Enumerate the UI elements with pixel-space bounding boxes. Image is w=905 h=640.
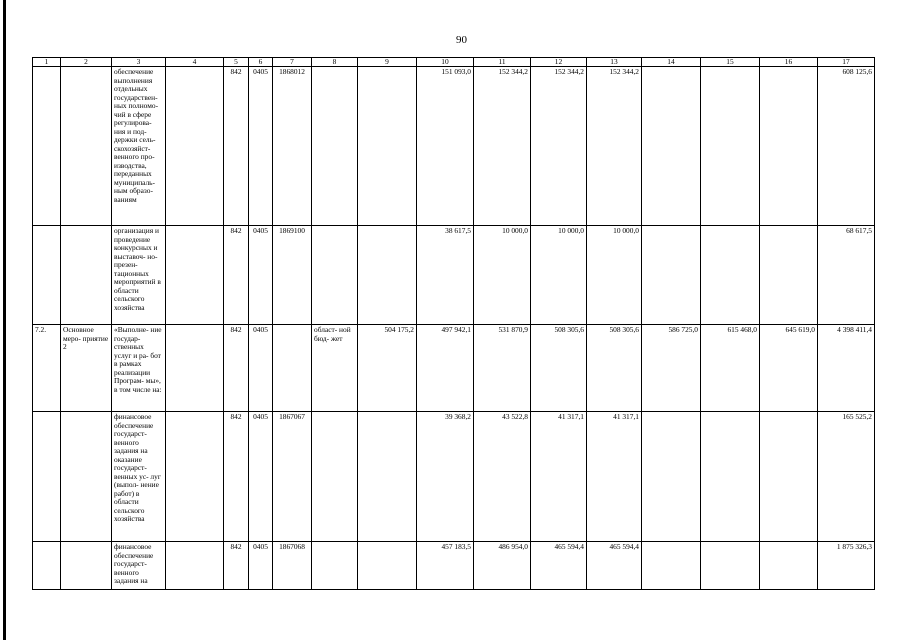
table-cell-col-1	[33, 542, 61, 590]
table-cell-col-4	[166, 226, 224, 325]
table-cell-col-6: 0405	[249, 325, 273, 412]
table-cell-col-16	[760, 226, 818, 325]
table-cell-col-17: 608 125,6	[818, 67, 875, 226]
table-cell-col-12: 10 000,0	[531, 226, 587, 325]
table-cell-col-14: 586 725,0	[642, 325, 701, 412]
table-cell-col-15	[701, 542, 760, 590]
header-cell: 6	[249, 58, 273, 67]
table-cell-col-13: 508 305,6	[587, 325, 642, 412]
table-cell-col-6: 0405	[249, 226, 273, 325]
table-cell-col-9	[358, 67, 417, 226]
table-cell-col-14	[642, 542, 701, 590]
table-cell-col-16	[760, 412, 818, 542]
table-cell-col-15: 615 468,0	[701, 325, 760, 412]
table-cell-col-12: 41 317,1	[531, 412, 587, 542]
table-cell-col-4	[166, 325, 224, 412]
table-cell-col-6: 0405	[249, 67, 273, 226]
table-cell-col-10: 38 617,5	[417, 226, 474, 325]
table-cell-col-13: 152 344,2	[587, 67, 642, 226]
budget-table	[32, 57, 875, 590]
table-cell-col-2	[61, 412, 112, 542]
table-cell-col-7: 1867068	[273, 542, 312, 590]
table-cell-col-3: финансовое обеспечение государст- венного задания на	[112, 542, 166, 590]
table-row	[33, 412, 875, 542]
table-cell-col-17: 1 875 326,3	[818, 542, 875, 590]
table-cell-col-16: 645 619,0	[760, 325, 818, 412]
table-cell-col-5: 842	[224, 226, 249, 325]
table-cell-col-9	[358, 542, 417, 590]
table-cell-col-16	[760, 542, 818, 590]
table-cell-col-11: 152 344,2	[474, 67, 531, 226]
table-cell-col-9	[358, 226, 417, 325]
table-cell-col-6: 0405	[249, 412, 273, 542]
table-cell-col-17: 68 617,5	[818, 226, 875, 325]
table-cell-col-11: 10 000,0	[474, 226, 531, 325]
table-row	[33, 325, 875, 412]
table-cell-col-10: 457 183,5	[417, 542, 474, 590]
table-cell-col-1	[33, 67, 61, 226]
header-cell: 13	[587, 58, 642, 67]
table-row	[33, 226, 875, 325]
table-cell-col-12: 508 305,6	[531, 325, 587, 412]
table-cell-col-8	[312, 67, 358, 226]
table-cell-col-5: 842	[224, 412, 249, 542]
page-number: 90	[456, 34, 467, 46]
table-cell-col-14	[642, 67, 701, 226]
table-cell-col-1	[33, 226, 61, 325]
table-cell-col-3: финансовое обеспечение государст- венного задания на оказание государст- венных ус- луг (выпол- нение работ) в области сельского хозяйства	[112, 412, 166, 542]
table-cell-col-11: 486 954,0	[474, 542, 531, 590]
table-cell-col-5: 842	[224, 67, 249, 226]
table-cell-col-1: 7.2.	[33, 325, 61, 412]
table-cell-col-15	[701, 67, 760, 226]
table-cell-col-4	[166, 542, 224, 590]
table-cell-col-13: 10 000,0	[587, 226, 642, 325]
header-cell: 14	[642, 58, 701, 67]
table-cell-col-10: 39 368,2	[417, 412, 474, 542]
header-cell: 1	[33, 58, 61, 67]
table-row	[33, 67, 875, 226]
table-cell-col-12: 465 594,4	[531, 542, 587, 590]
header-cell: 2	[61, 58, 112, 67]
header-cell: 12	[531, 58, 587, 67]
header-cell: 16	[760, 58, 818, 67]
table-cell-col-8	[312, 542, 358, 590]
table-cell-col-8	[312, 226, 358, 325]
table-cell-col-12: 152 344,2	[531, 67, 587, 226]
table-header-row	[33, 58, 875, 67]
table-cell-col-5: 842	[224, 542, 249, 590]
table-cell-col-6: 0405	[249, 542, 273, 590]
table-cell-col-15	[701, 412, 760, 542]
table-cell-col-4	[166, 412, 224, 542]
header-cell: 15	[701, 58, 760, 67]
table-cell-col-1	[33, 412, 61, 542]
table-cell-col-7	[273, 325, 312, 412]
table-cell-col-5: 842	[224, 325, 249, 412]
table-cell-col-3: организация и проведение конкурсных и выставоч- но-презен- тационных мероприятий в области сельского хозяйства	[112, 226, 166, 325]
table-cell-col-16	[760, 67, 818, 226]
table-cell-col-10: 497 942,1	[417, 325, 474, 412]
header-cell: 5	[224, 58, 249, 67]
table-cell-col-14	[642, 226, 701, 325]
header-cell: 10	[417, 58, 474, 67]
table-cell-col-3: обеспечение выполнения отдельных государствен- ных полномо- чий в сфере регулирова- ния и под- держки сель- скохозяйст- венного про- изводства, переданных муниципаль- ным образо- ваниям	[112, 67, 166, 226]
header-cell: 7	[273, 58, 312, 67]
table-cell-col-4	[166, 67, 224, 226]
header-cell: 9	[358, 58, 417, 67]
table-cell-col-3: «Выполне- ние государ- ственных услуг и ра- бот в рамках реализации Програм- мы», в том числе на:	[112, 325, 166, 412]
table-cell-col-9	[358, 412, 417, 542]
header-cell: 11	[474, 58, 531, 67]
table-cell-col-2	[61, 67, 112, 226]
table-cell-col-2	[61, 542, 112, 590]
table-cell-col-17: 165 525,2	[818, 412, 875, 542]
table-cell-col-14	[642, 412, 701, 542]
table-cell-col-17: 4 398 411,4	[818, 325, 875, 412]
table-cell-col-8	[312, 412, 358, 542]
table-cell-col-7: 1868012	[273, 67, 312, 226]
page-edge-bar	[3, 0, 6, 640]
table-cell-col-2: Основное меро- приятие 2	[61, 325, 112, 412]
table-cell-col-2	[61, 226, 112, 325]
table-cell-col-9: 504 175,2	[358, 325, 417, 412]
header-cell: 17	[818, 58, 875, 67]
table-cell-col-11: 531 870,9	[474, 325, 531, 412]
table-cell-col-8: област- ной бюд- жет	[312, 325, 358, 412]
header-cell: 4	[166, 58, 224, 67]
table-cell-col-10: 151 093,0	[417, 67, 474, 226]
header-cell: 3	[112, 58, 166, 67]
table-cell-col-13: 41 317,1	[587, 412, 642, 542]
header-cell: 8	[312, 58, 358, 67]
table-row	[33, 542, 875, 590]
table-cell-col-13: 465 594,4	[587, 542, 642, 590]
table-cell-col-15	[701, 226, 760, 325]
table-cell-col-7: 1869100	[273, 226, 312, 325]
table-cell-col-11: 43 522,8	[474, 412, 531, 542]
table-cell-col-7: 1867067	[273, 412, 312, 542]
